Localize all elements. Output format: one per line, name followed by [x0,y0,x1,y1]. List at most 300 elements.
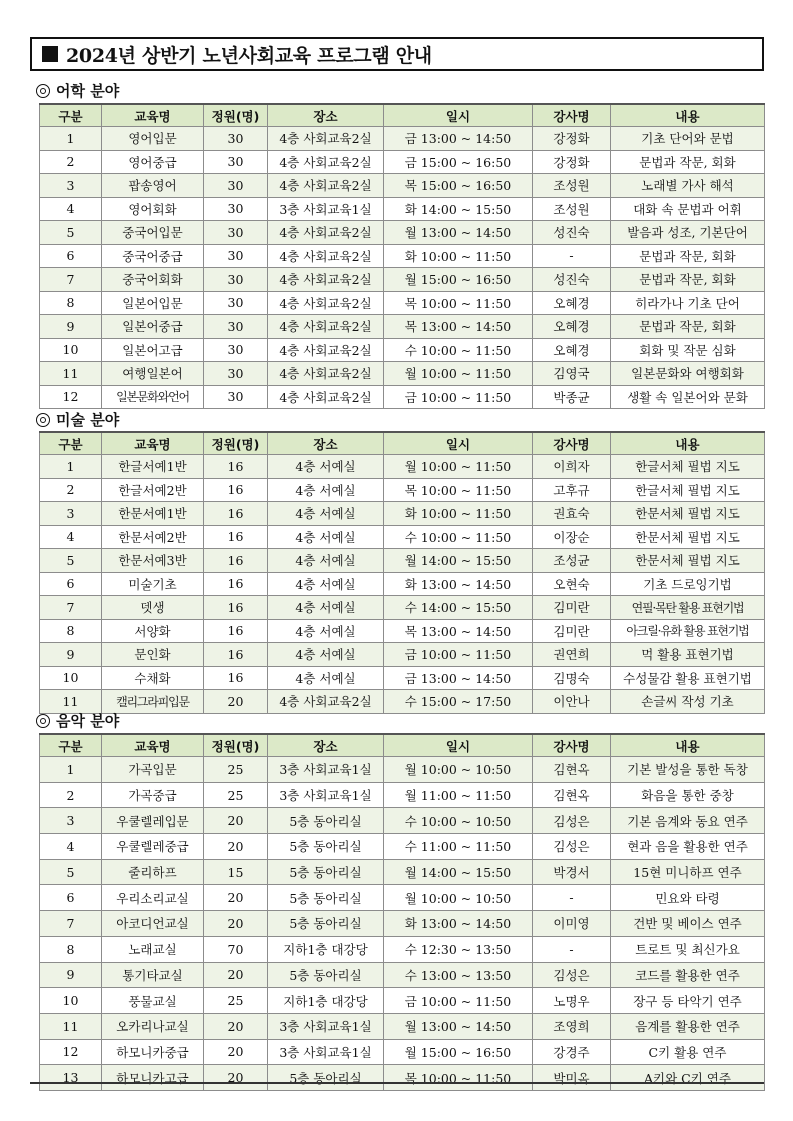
cell-location: 4층 서예실 [268,619,384,643]
cell-location: 4층 사회교육2실 [268,315,384,339]
table-row [40,525,765,549]
cell-course-name: 일본어고급 [102,338,204,362]
cell-instructor: 김영국 [533,362,611,386]
table-row [40,757,765,783]
table-header-row [40,734,765,757]
document-title: 2024년 상반기 노년사회교육 프로그램 안내 [66,44,432,67]
cell-location: 3층 사회교육1실 [268,197,384,221]
header-capacity: 정원(명) [204,734,268,757]
cell-course-name: 미술기초 [102,572,204,596]
cell-row-number: 3 [40,808,102,834]
cell-schedule: 월 11:00 ~ 11:50 [384,782,533,808]
cell-instructor: 이희자 [533,455,611,479]
cell-capacity: 16 [204,666,268,690]
cell-location: 5층 동아리실 [268,1065,384,1091]
cell-location: 4층 사회교육2실 [268,150,384,174]
cell-schedule: 월 13:00 ~ 14:50 [384,1013,533,1039]
cell-description: 문법과 작문, 회화 [611,150,765,174]
cell-row-number: 8 [40,291,102,315]
cell-course-name: 캘리그라피입문 [102,690,204,714]
cell-instructor: 조영희 [533,1013,611,1039]
cell-schedule: 월 10:00 ~ 11:50 [384,362,533,386]
cell-capacity: 30 [204,127,268,151]
table-row [40,859,765,885]
cell-instructor: 김미란 [533,596,611,620]
cell-location: 3층 사회교육1실 [268,782,384,808]
cell-capacity: 16 [204,478,268,502]
cell-description: 기본 음계와 동요 연주 [611,808,765,834]
table-row [40,643,765,667]
cell-course-name: 한문서예1반 [102,502,204,526]
cell-location: 4층 사회교육2실 [268,338,384,362]
cell-description: 수성물감 활용 표현기법 [611,666,765,690]
cell-course-name: 우쿨렐레중급 [102,834,204,860]
cell-capacity: 20 [204,911,268,937]
cell-schedule: 월 13:00 ~ 14:50 [384,221,533,245]
header-description: 내용 [611,104,765,127]
cell-schedule: 화 13:00 ~ 14:50 [384,911,533,937]
cell-capacity: 25 [204,757,268,783]
double-circle-icon [36,714,50,728]
cell-location: 지하1층 대강당 [268,988,384,1014]
cell-course-name: 서양화 [102,619,204,643]
cell-capacity: 16 [204,455,268,479]
cell-row-number: 2 [40,478,102,502]
cell-schedule: 수 14:00 ~ 15:50 [384,596,533,620]
cell-schedule: 월 10:00 ~ 11:50 [384,455,533,479]
table-row [40,808,765,834]
square-bullet-icon [42,46,58,62]
cell-description: 연필·목탄 활용 표현기법 [611,596,765,620]
cell-capacity: 20 [204,690,268,714]
cell-course-name: 우쿨렐레입문 [102,808,204,834]
music-program-table [39,733,765,1091]
cell-instructor: 이안나 [533,690,611,714]
cell-location: 3층 사회교육1실 [268,1039,384,1065]
cell-capacity: 16 [204,643,268,667]
cell-description: 문법과 작문, 회화 [611,244,765,268]
table-row [40,291,765,315]
cell-instructor: 강경주 [533,1039,611,1065]
cell-instructor: 고후규 [533,478,611,502]
cell-capacity: 30 [204,221,268,245]
table-header-row [40,104,765,127]
cell-schedule: 월 14:00 ~ 15:50 [384,549,533,573]
cell-description: A키와 C키 연주 [611,1065,765,1091]
cell-row-number: 6 [40,244,102,268]
cell-capacity: 30 [204,362,268,386]
cell-instructor: 김현옥 [533,757,611,783]
cell-schedule: 화 10:00 ~ 11:50 [384,502,533,526]
cell-row-number: 5 [40,549,102,573]
cell-instructor: 조성원 [533,197,611,221]
cell-row-number: 6 [40,885,102,911]
cell-description: 음계를 활용한 연주 [611,1013,765,1039]
cell-schedule: 금 13:00 ~ 14:50 [384,127,533,151]
cell-capacity: 30 [204,197,268,221]
cell-course-name: 여행일본어 [102,362,204,386]
cell-location: 3층 사회교육1실 [268,757,384,783]
table-row [40,911,765,937]
cell-description: 현과 음을 활용한 연주 [611,834,765,860]
table-row [40,127,765,151]
cell-description: 아크릴·유화 활용 표현기법 [611,619,765,643]
table-row [40,572,765,596]
cell-row-number: 1 [40,757,102,783]
cell-capacity: 30 [204,385,268,409]
table-row [40,502,765,526]
cell-location: 4층 사회교육2실 [268,268,384,292]
cell-capacity: 15 [204,859,268,885]
cell-course-name: 문인화 [102,643,204,667]
cell-course-name: 일본문화와언어 [102,385,204,409]
cell-location: 4층 서예실 [268,596,384,620]
cell-capacity: 16 [204,596,268,620]
cell-location: 4층 사회교육2실 [268,291,384,315]
cell-description: 히라가나 기초 단어 [611,291,765,315]
cell-instructor: 오현숙 [533,572,611,596]
cell-location: 4층 서예실 [268,502,384,526]
table-row [40,936,765,962]
cell-course-name: 통기타교실 [102,962,204,988]
cell-description: 코드를 활용한 연주 [611,962,765,988]
cell-schedule: 화 10:00 ~ 11:50 [384,244,533,268]
cell-capacity: 30 [204,268,268,292]
cell-description: 한글서체 필법 지도 [611,455,765,479]
cell-schedule: 수 10:00 ~ 10:50 [384,808,533,834]
cell-capacity: 25 [204,988,268,1014]
cell-course-name: 하모니카중급 [102,1039,204,1065]
cell-capacity: 20 [204,1039,268,1065]
cell-instructor: 김성은 [533,962,611,988]
cell-row-number: 1 [40,455,102,479]
cell-instructor: 강정화 [533,150,611,174]
cell-course-name: 가곡입문 [102,757,204,783]
cell-description: 한문서체 필법 지도 [611,502,765,526]
cell-instructor: 박미옥 [533,1065,611,1091]
cell-capacity: 20 [204,1013,268,1039]
cell-schedule: 월 15:00 ~ 16:50 [384,1039,533,1065]
cell-course-name: 중국어입문 [102,221,204,245]
cell-description: 기초 드로잉기법 [611,572,765,596]
cell-row-number: 4 [40,197,102,221]
cell-row-number: 10 [40,988,102,1014]
cell-row-number: 6 [40,572,102,596]
cell-instructor: 노명우 [533,988,611,1014]
cell-course-name: 한문서예2반 [102,525,204,549]
header-schedule: 일시 [384,734,533,757]
cell-description: 건반 및 베이스 연주 [611,911,765,937]
header-row-number: 구분 [40,104,102,127]
double-circle-icon [36,84,50,98]
cell-course-name: 노래교실 [102,936,204,962]
cell-location: 5층 동아리실 [268,859,384,885]
cell-location: 4층 서예실 [268,572,384,596]
cell-instructor: 오혜경 [533,291,611,315]
cell-row-number: 9 [40,315,102,339]
double-circle-icon [36,413,50,427]
section-title-text: 미술 분야 [56,411,120,429]
header-capacity: 정원(명) [204,104,268,127]
table-header-row [40,432,765,455]
cell-location: 4층 서예실 [268,643,384,667]
cell-location: 4층 사회교육2실 [268,244,384,268]
table-row [40,338,765,362]
cell-description: 민요와 타령 [611,885,765,911]
cell-schedule: 목 13:00 ~ 14:50 [384,315,533,339]
cell-capacity: 30 [204,174,268,198]
cell-course-name: 영어회화 [102,197,204,221]
cell-instructor: 박종균 [533,385,611,409]
cell-row-number: 3 [40,502,102,526]
cell-schedule: 월 10:00 ~ 10:50 [384,757,533,783]
cell-location: 5층 동아리실 [268,911,384,937]
section-title-text: 음악 분야 [56,712,120,730]
cell-instructor: 성진숙 [533,221,611,245]
cell-schedule: 금 10:00 ~ 11:50 [384,385,533,409]
cell-location: 5층 동아리실 [268,885,384,911]
header-description: 내용 [611,432,765,455]
cell-row-number: 9 [40,962,102,988]
cell-row-number: 13 [40,1065,102,1091]
cell-course-name: 영어중급 [102,150,204,174]
cell-row-number: 2 [40,150,102,174]
table-row [40,362,765,386]
cell-location: 4층 사회교육2실 [268,385,384,409]
table-row [40,596,765,620]
cell-course-name: 한글서예1반 [102,455,204,479]
cell-description: 문법과 작문, 회화 [611,268,765,292]
cell-schedule: 금 10:00 ~ 11:50 [384,988,533,1014]
cell-instructor: 김명숙 [533,666,611,690]
cell-schedule: 수 12:30 ~ 13:50 [384,936,533,962]
cell-description: 손글씨 작성 기초 [611,690,765,714]
cell-instructor: 김현옥 [533,782,611,808]
cell-description: 발음과 성조, 기본단어 [611,221,765,245]
cell-course-name: 일본어입문 [102,291,204,315]
cell-instructor: 권효숙 [533,502,611,526]
section-title-text: 어학 분야 [56,82,120,100]
cell-description: 장구 등 타악기 연주 [611,988,765,1014]
cell-instructor: - [533,244,611,268]
cell-row-number: 7 [40,911,102,937]
cell-instructor: 성진숙 [533,268,611,292]
cell-course-name: 팝송영어 [102,174,204,198]
cell-row-number: 11 [40,1013,102,1039]
cell-capacity: 70 [204,936,268,962]
cell-capacity: 20 [204,885,268,911]
section-title-language [36,80,119,101]
cell-row-number: 7 [40,268,102,292]
cell-row-number: 12 [40,1039,102,1065]
header-course-name: 교육명 [102,104,204,127]
cell-schedule: 월 14:00 ~ 15:50 [384,859,533,885]
table-row [40,385,765,409]
cell-schedule: 금 15:00 ~ 16:50 [384,150,533,174]
cell-location: 5층 동아리실 [268,962,384,988]
cell-capacity: 20 [204,962,268,988]
cell-location: 5층 동아리실 [268,834,384,860]
document-title-box [30,37,764,71]
cell-schedule: 월 15:00 ~ 16:50 [384,268,533,292]
cell-description: 일본문화와 여행회화 [611,362,765,386]
cell-course-name: 하모니카고급 [102,1065,204,1091]
header-location: 장소 [268,104,384,127]
cell-schedule: 수 10:00 ~ 11:50 [384,338,533,362]
cell-schedule: 목 13:00 ~ 14:50 [384,619,533,643]
table-row [40,834,765,860]
cell-row-number: 1 [40,127,102,151]
table-row [40,455,765,479]
cell-location: 4층 사회교육2실 [268,221,384,245]
table-row [40,782,765,808]
cell-capacity: 30 [204,338,268,362]
cell-course-name: 일본어중급 [102,315,204,339]
cell-instructor: 김성은 [533,834,611,860]
cell-schedule: 수 15:00 ~ 17:50 [384,690,533,714]
header-course-name: 교육명 [102,432,204,455]
cell-description: 문법과 작문, 회화 [611,315,765,339]
cell-course-name: 중국어회화 [102,268,204,292]
cell-description: 화음을 통한 중창 [611,782,765,808]
table-row [40,478,765,502]
art-program-table [39,431,765,714]
table-row [40,1013,765,1039]
header-schedule: 일시 [384,104,533,127]
cell-location: 4층 사회교육2실 [268,174,384,198]
cell-capacity: 20 [204,808,268,834]
cell-capacity: 16 [204,572,268,596]
cell-instructor: 강정화 [533,127,611,151]
cell-description: 한글서체 필법 지도 [611,478,765,502]
cell-location: 4층 서예실 [268,478,384,502]
table-row [40,885,765,911]
cell-description: 한문서체 필법 지도 [611,525,765,549]
table-row [40,174,765,198]
cell-description: 기초 단어와 문법 [611,127,765,151]
cell-description: 기본 발성을 통한 독창 [611,757,765,783]
cell-course-name: 수채화 [102,666,204,690]
cell-course-name: 한글서예2반 [102,478,204,502]
cell-schedule: 화 14:00 ~ 15:50 [384,197,533,221]
header-instructor: 강사명 [533,432,611,455]
cell-description: 한문서체 필법 지도 [611,549,765,573]
table-row [40,315,765,339]
cell-location: 4층 서예실 [268,455,384,479]
cell-schedule: 목 10:00 ~ 11:50 [384,291,533,315]
cell-row-number: 10 [40,666,102,690]
header-capacity: 정원(명) [204,432,268,455]
bottom-rule [30,1082,764,1084]
cell-row-number: 7 [40,596,102,620]
table-row [40,244,765,268]
cell-schedule: 목 15:00 ~ 16:50 [384,174,533,198]
cell-capacity: 25 [204,782,268,808]
cell-location: 4층 사회교육2실 [268,127,384,151]
cell-description: C키 활용 연주 [611,1039,765,1065]
cell-capacity: 30 [204,315,268,339]
header-row-number: 구분 [40,734,102,757]
cell-instructor: 김미란 [533,619,611,643]
cell-schedule: 수 10:00 ~ 11:50 [384,525,533,549]
cell-instructor: 김성은 [533,808,611,834]
cell-row-number: 4 [40,834,102,860]
cell-row-number: 10 [40,338,102,362]
table-row [40,1039,765,1065]
cell-instructor: 조성원 [533,174,611,198]
cell-course-name: 아코디언교실 [102,911,204,937]
table-row [40,221,765,245]
cell-description: 대화 속 문법과 어휘 [611,197,765,221]
cell-schedule: 목 10:00 ~ 11:50 [384,478,533,502]
cell-row-number: 11 [40,362,102,386]
section-title-art [36,409,119,430]
header-instructor: 강사명 [533,104,611,127]
cell-row-number: 11 [40,690,102,714]
cell-instructor: - [533,936,611,962]
cell-row-number: 8 [40,619,102,643]
cell-description: 먹 활용 표현기법 [611,643,765,667]
cell-schedule: 목 10:00 ~ 11:50 [384,1065,533,1091]
cell-location: 3층 사회교육1실 [268,1013,384,1039]
cell-description: 생활 속 일본어와 문화 [611,385,765,409]
cell-capacity: 30 [204,244,268,268]
cell-schedule: 화 13:00 ~ 14:50 [384,572,533,596]
cell-capacity: 16 [204,619,268,643]
cell-location: 4층 서예실 [268,666,384,690]
header-location: 장소 [268,734,384,757]
cell-location: 4층 사회교육2실 [268,362,384,386]
table-row [40,197,765,221]
table-row [40,666,765,690]
header-course-name: 교육명 [102,734,204,757]
cell-course-name: 뎃생 [102,596,204,620]
table-row [40,619,765,643]
cell-location: 4층 사회교육2실 [268,690,384,714]
cell-description: 15현 미니하프 연주 [611,859,765,885]
cell-instructor: 이미영 [533,911,611,937]
header-description: 내용 [611,734,765,757]
cell-course-name: 풍물교실 [102,988,204,1014]
cell-description: 회화 및 작문 심화 [611,338,765,362]
table-row [40,690,765,714]
cell-description: 노래별 가사 해석 [611,174,765,198]
header-row-number: 구분 [40,432,102,455]
cell-instructor: 이장순 [533,525,611,549]
cell-instructor: 권연희 [533,643,611,667]
section-title-music [36,710,119,731]
cell-location: 4층 서예실 [268,549,384,573]
cell-course-name: 오카리나교실 [102,1013,204,1039]
cell-course-name: 우리소리교실 [102,885,204,911]
cell-row-number: 4 [40,525,102,549]
table-row [40,988,765,1014]
cell-location: 4층 서예실 [268,525,384,549]
table-row [40,1065,765,1091]
cell-capacity: 20 [204,1065,268,1091]
cell-course-name: 한문서예3반 [102,549,204,573]
cell-course-name: 중국어중급 [102,244,204,268]
cell-instructor: - [533,885,611,911]
cell-instructor: 박경서 [533,859,611,885]
cell-course-name: 줄리하프 [102,859,204,885]
cell-instructor: 조성균 [533,549,611,573]
cell-schedule: 수 11:00 ~ 11:50 [384,834,533,860]
cell-row-number: 2 [40,782,102,808]
header-schedule: 일시 [384,432,533,455]
cell-row-number: 3 [40,174,102,198]
language-program-table [39,103,765,409]
